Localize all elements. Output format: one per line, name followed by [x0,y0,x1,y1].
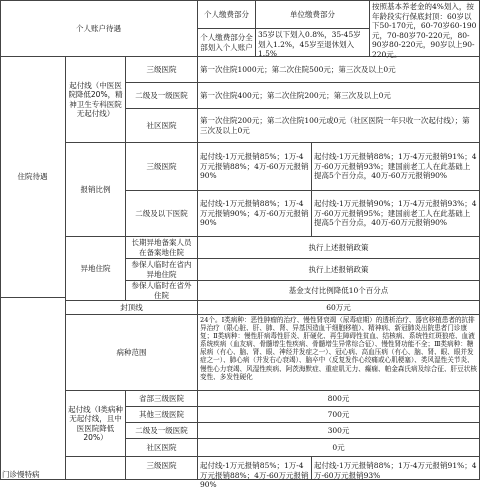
inpatient-reimbursement-level: 二级及以下医院 [126,191,198,237]
offsite-title: 异地住院 [66,237,126,301]
personal-account-title: 个人账户待遇 [0,1,198,57]
inpatient-reimbursement-employee: 起付线-1万元报销85%；1万-4万元报销88%；4万-60万元报销90% [198,143,312,191]
individual-all: 个人缴费部分全部划入个人账户 [198,29,256,57]
offsite-text: 执行上述报销政策 [198,259,480,281]
outpatient-reimbursement-retiree: 起付线-1万元报销88%；1万-4万元报销91%；4万-60万元报销93% [312,457,480,480]
outpatient-deductible-level: 社区医院 [126,439,198,457]
outpatient-special-title [0,298,66,480]
outpatient-deductible-value: 700元 [198,407,480,423]
offsite-text: 执行上述报销政策 [198,237,480,259]
inpatient-deductible-title: 起付线（中医医院降低20%，精神卫生专科医院无起付线） [66,57,126,143]
cap-value: 60万元 [198,301,480,315]
outpatient-deductible-value: 0元 [198,439,480,457]
outpatient-deductible-level: 省部三级医院 [126,391,198,407]
inpatient-deductible-text: 第一次住院1000元；第二次住院500元；第三次及以上0元 [198,57,480,83]
unit-part-label: 单位缴费部分 [256,1,370,29]
personal-account-retiree: 按照基本养老金的4%划入，按年龄段实行保底封顶：60岁以下50-170元，60-70岁60-190元，70-80岁70-220元，80-90岁80-220元，90岁以上90-220元。 [370,1,480,57]
inpatient-reimbursement-retiree: 起付线-1万元报销90%；1万-4万元报销93%；4万-60万元报销95%；建国前老工人在此基础上提高5个百分点，40万-60万元报销90% [312,191,480,237]
offsite-label: 参保人临时在省外住院 [126,281,198,301]
outpatient-reimbursement-level: 三级医院 [126,457,198,480]
offsite-label: 长期异地备案人员在备案地住院 [126,237,198,259]
inpatient-deductible-level: 二级及一级医院 [126,83,198,109]
outpatient-deductible-level: 其他三级医院 [126,407,198,423]
inpatient-deductible-level: 三级医院 [126,57,198,83]
inpatient-reimbursement-title: 报销比例 [66,143,126,237]
inpatient-reimbursement-level: 三级医院 [126,143,198,191]
inpatient-deductible-level: 社区医院 [126,109,198,143]
outpatient-reimbursement-employee: 起付线-1万元报销85%；1万-4万元报销88%；4万-60万元报销90% [198,457,312,480]
outpatient-deductible-value: 800元 [198,391,480,407]
cap-label: 封顶线 [66,301,198,315]
outpatient-deductible-value: 300元 [198,423,480,439]
outpatient-reimbursement-blank [66,457,126,480]
inpatient-reimbursement-employee: 起付线-1万元报销88%；1万-4万元报销90%；4万-60万元报销90% [198,191,312,237]
outpatient-deductible-level: 二级及一级医院 [126,423,198,439]
disease-scope-label: 病种范围 [66,315,198,391]
offsite-text: 基金支付比例降低10个百分点 [198,281,480,301]
inpatient-reimbursement-retiree: 起付线-1万元报销88%；1万-4万元报销91%；4万-60万元报销93%；建国前老工人在此基础上提高5个百分点，40万-60万元报销90% [312,143,480,191]
offsite-label: 参保人临时在省内异地住院 [126,259,198,281]
inpatient-deductible-text: 第一次住院200元；第二次住院100元或0元（社区医院一年只收一次起付线）；第三次及以上0元 [198,109,480,143]
outpatient-special-title-text: 门诊慢特病 [2,470,40,479]
disease-scope-text: 24个。Ⅰ类病种：恶性肿瘤的治疗、慢性肾衰竭（尿毒症期）的透析治疗、器官移植患者的抗排异治疗（限心脏、肝、肺、肾、异基因造血干细胞移植）、精神病、新冠肺炎出院患者门诊康复；Ⅱ类病种：慢性肝病毒性肝炎、肝硬化、再生障碍性贫血、结核病、系统性红斑狼疮、血液系统疾病（血友病、骨髓增生性疾病、骨髓增生异常综合征）、慢性肾功能不全；Ⅲ类病种：糖尿病（有心、脑、肾、眼、神经并发症之一）、冠心病、高血压病（有心、脑、肾、眼、眼并发症之一）、肺心病（并发右心衰竭）、脑卒中（反复发作心绞痛或心肌梗塞）、类风湿性关节炎、慢性心力衰竭、风湿性疾病、阿茨海默症、重症肌无力、癫痫、帕金森氏病及综合征、肝豆状核变性、多发性硬化 [198,315,480,391]
outpatient-deductible-title: 起付线（Ⅰ类病种无起付线，且中医医院降低20%） [66,391,126,457]
unit-rates: 35岁以下划入0.8%，35-45岁划入1.2%，45岁至退休划入1.5% [256,29,370,57]
inpatient-deductible-text: 第一次住院400元；第二次住院200元；第三次及以上0元 [198,83,480,109]
individual-part-label: 个人缴费部分 [198,1,256,29]
inpatient-title: 住院待遇 [0,57,66,298]
